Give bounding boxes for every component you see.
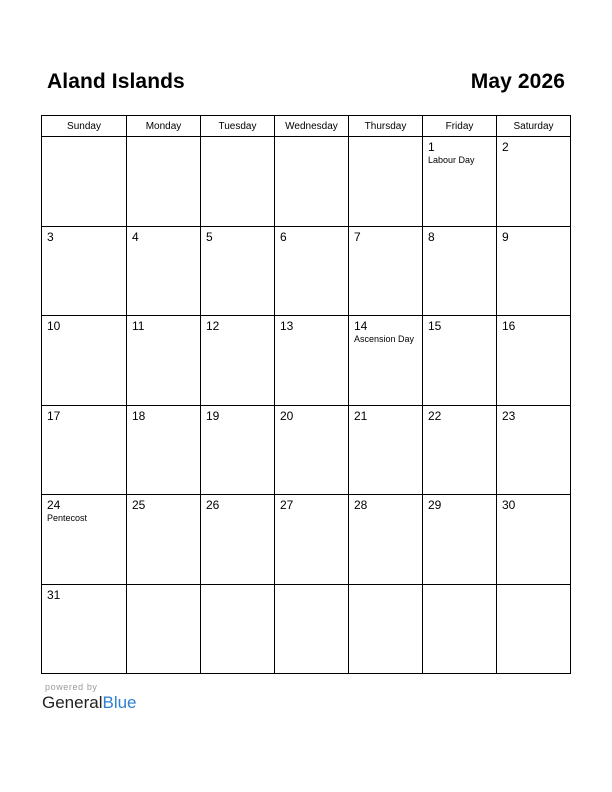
day-number: 3 bbox=[47, 229, 54, 244]
day-cell bbox=[42, 405, 127, 495]
day-cell bbox=[127, 316, 201, 406]
generalblue-logo bbox=[42, 693, 137, 713]
day-number: 18 bbox=[132, 408, 146, 423]
day-cell bbox=[497, 405, 571, 495]
day-cell bbox=[42, 495, 127, 585]
day-cell bbox=[127, 584, 201, 674]
day-cell bbox=[275, 137, 349, 227]
day-cell bbox=[275, 405, 349, 495]
day-number: 27 bbox=[280, 498, 294, 512]
day-cell bbox=[497, 495, 571, 585]
day-number: 26 bbox=[206, 498, 220, 512]
holiday-label: Ascension Day bbox=[354, 334, 415, 344]
day-number: 7 bbox=[354, 229, 361, 244]
day-number: 25 bbox=[132, 498, 146, 512]
day-number: 20 bbox=[280, 408, 294, 423]
day-cell bbox=[275, 495, 349, 585]
day-number: 21 bbox=[354, 408, 368, 423]
day-cell bbox=[497, 316, 571, 406]
day-cell bbox=[423, 584, 497, 674]
country-title: Aland Islands bbox=[47, 70, 185, 93]
day-number: 28 bbox=[354, 498, 368, 512]
day-cell bbox=[201, 316, 275, 406]
brand-general: General bbox=[42, 693, 103, 712]
day-cell bbox=[201, 226, 275, 316]
day-number: 8 bbox=[428, 229, 435, 244]
day-cell bbox=[423, 226, 497, 316]
day-number: 10 bbox=[47, 319, 61, 333]
day-number: 23 bbox=[502, 408, 516, 423]
day-cell bbox=[201, 137, 275, 227]
day-cell bbox=[127, 405, 201, 495]
weekday-sunday: Sunday bbox=[42, 116, 127, 137]
calendar-week-row bbox=[42, 226, 571, 316]
weekday-saturday: Saturday bbox=[497, 116, 571, 137]
calendar-week-row bbox=[42, 584, 571, 674]
day-cell bbox=[127, 226, 201, 316]
holiday-label: Labour Day bbox=[428, 155, 475, 165]
holiday-label: Pentecost bbox=[47, 513, 88, 523]
weekday-tuesday: Tuesday bbox=[201, 116, 275, 137]
day-number: 16 bbox=[502, 319, 516, 333]
weekday-wednesday: Wednesday bbox=[275, 116, 349, 137]
day-cell bbox=[349, 226, 423, 316]
day-number: 30 bbox=[502, 498, 516, 512]
day-number: 1 bbox=[428, 140, 435, 154]
day-cell bbox=[423, 137, 497, 227]
calendar-week-row bbox=[42, 137, 571, 227]
day-cell bbox=[349, 495, 423, 585]
day-cell bbox=[275, 584, 349, 674]
day-number: 11 bbox=[132, 319, 145, 333]
day-cell bbox=[349, 137, 423, 227]
day-cell bbox=[201, 584, 275, 674]
day-cell bbox=[497, 226, 571, 316]
day-number: 31 bbox=[47, 587, 61, 602]
day-cell bbox=[349, 584, 423, 674]
day-number: 2 bbox=[502, 140, 509, 154]
day-cell bbox=[423, 405, 497, 495]
day-cell bbox=[497, 137, 571, 227]
day-number: 6 bbox=[280, 229, 287, 244]
day-cell bbox=[127, 495, 201, 585]
weekday-header-row bbox=[42, 116, 571, 137]
day-number: 9 bbox=[502, 229, 509, 244]
brand-blue: Blue bbox=[102, 693, 137, 712]
powered-by-label: powered by bbox=[45, 682, 98, 692]
day-number: 5 bbox=[206, 229, 213, 244]
day-cell bbox=[349, 405, 423, 495]
calendar-week-row bbox=[42, 316, 571, 406]
day-cell bbox=[423, 316, 497, 406]
day-cell bbox=[42, 226, 127, 316]
day-cell bbox=[42, 316, 127, 406]
day-cell bbox=[201, 405, 275, 495]
weekday-friday: Friday bbox=[423, 116, 497, 137]
day-number: 14 bbox=[354, 319, 368, 333]
day-number: 29 bbox=[428, 498, 442, 512]
day-cell bbox=[201, 495, 275, 585]
calendar-week-row bbox=[42, 405, 571, 495]
day-cell bbox=[497, 584, 571, 674]
day-cell bbox=[42, 584, 127, 674]
day-cell bbox=[275, 226, 349, 316]
day-cell bbox=[275, 316, 349, 406]
month-year-title: May 2026 bbox=[470, 70, 565, 93]
weekday-monday: Monday bbox=[127, 116, 201, 137]
day-number: 19 bbox=[206, 408, 220, 423]
day-number: 24 bbox=[47, 498, 61, 512]
day-cell bbox=[423, 495, 497, 585]
day-number: 15 bbox=[428, 319, 442, 333]
weekday-thursday: Thursday bbox=[349, 116, 423, 137]
calendar-week-row bbox=[42, 495, 571, 585]
day-number: 22 bbox=[428, 408, 442, 423]
day-number: 13 bbox=[280, 319, 294, 333]
day-cell bbox=[349, 316, 423, 406]
day-number: 12 bbox=[206, 319, 220, 333]
day-cell bbox=[127, 137, 201, 227]
day-number: 17 bbox=[47, 408, 61, 423]
calendar-grid bbox=[41, 115, 571, 674]
day-number: 4 bbox=[132, 229, 139, 244]
day-cell bbox=[42, 137, 127, 227]
